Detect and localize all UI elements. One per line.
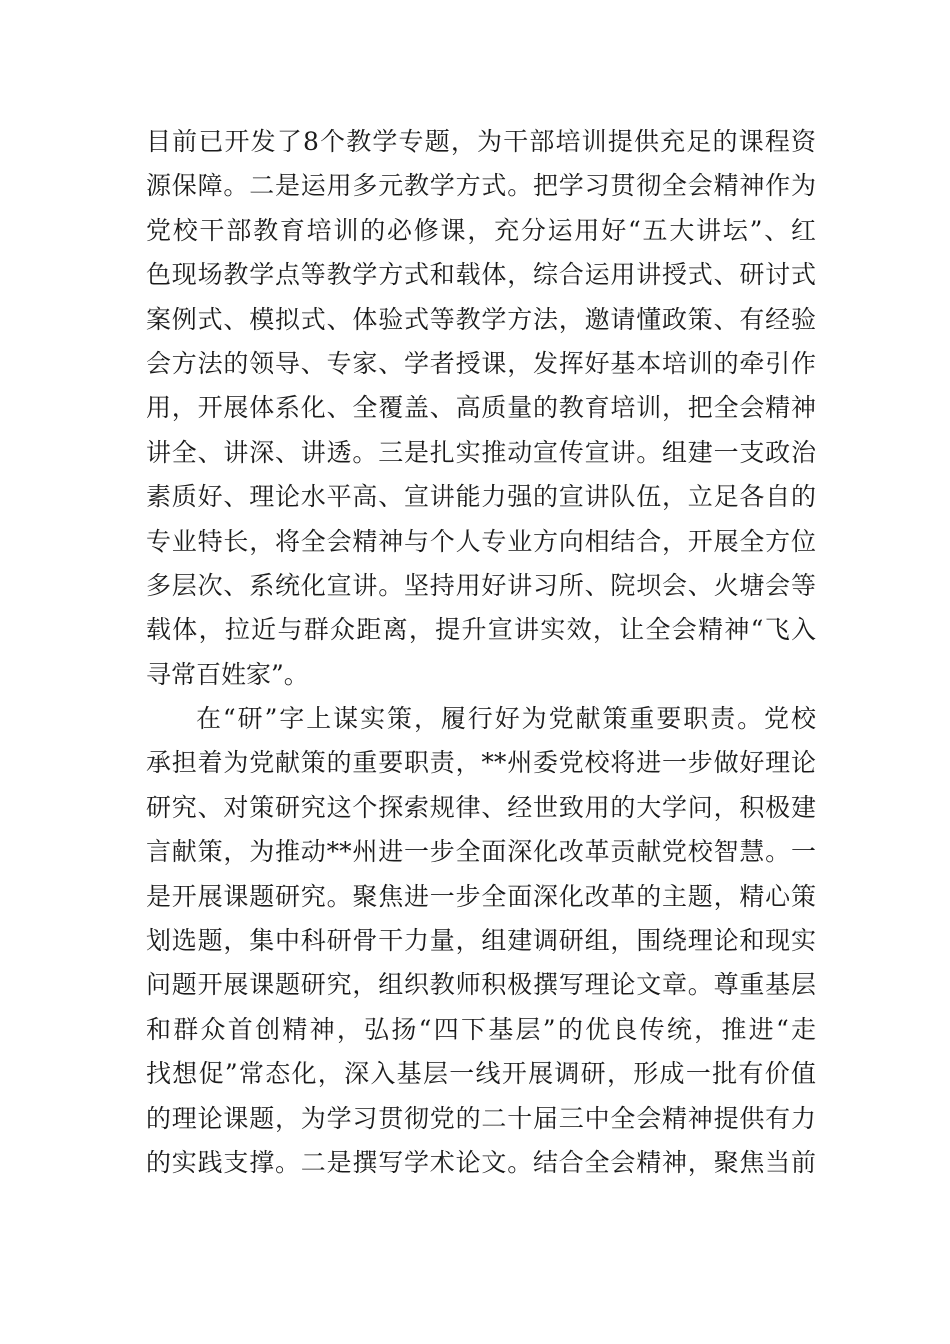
text-line: 色现场教学点等教学方式和载体，综合运用讲授式、研讨式 (146, 260, 816, 290)
text-line: 寻常百姓家”。 (146, 659, 309, 689)
text-line: 用，开展体系化、全覆盖、高质量的教育培训，把全会精神 (146, 393, 816, 423)
paragraph-first-line: 在“研”字上谋实策，履行好为党献策重要职责。党校 (196, 704, 816, 734)
text-line: 是开展课题研究。聚焦进一步全面深化改革的主题，精心策 (146, 881, 816, 911)
text-line: 载体，拉近与群众距离，提升宣讲实效，让全会精神“飞入 (146, 615, 816, 645)
text-line: 会方法的领导、专家、学者授课，发挥好基本培训的牵引作 (146, 348, 816, 378)
text-line: 党校干部教育培训的必修课，充分运用好“五大讲坛”、红 (146, 215, 816, 245)
text-line: 问题开展课题研究，组织教师积极撰写理论文章。尊重基层 (146, 970, 816, 1000)
text-line: 找想促”常态化，深入基层一线开展调研，形成一批有价值 (146, 1059, 816, 1089)
text-line: 承担着为党献策的重要职责，**州委党校将进一步做好理论 (146, 748, 816, 778)
text-line: 的理论课题，为学习贯彻党的二十届三中全会精神提供有力 (146, 1103, 816, 1133)
text-line: 专业特长，将全会精神与个人专业方向相结合，开展全方位 (146, 526, 816, 556)
text-line: 划选题，集中科研骨干力量，组建调研组，围绕理论和现实 (146, 926, 816, 956)
text-line: 研究、对策研究这个探索规律、经世致用的大学问，积极建 (146, 792, 816, 822)
text-line: 源保障。二是运用多元教学方式。把学习贯彻全会精神作为 (146, 171, 816, 201)
text-line: 言献策，为推动**州进一步全面深化改革贡献党校智慧。一 (146, 837, 816, 867)
text-line: 的实践支撑。二是撰写学术论文。结合全会精神，聚焦当前 (146, 1147, 816, 1177)
text-line: 多层次、系统化宣讲。坚持用好讲习所、院坝会、火塘会等 (146, 570, 816, 600)
text-line: 讲全、讲深、讲透。三是扎实推动宣传宣讲。组建一支政治 (146, 437, 816, 467)
text-line: 目前已开发了8个教学专题，为干部培训提供充足的课程资 (146, 127, 816, 156)
text-line: 素质好、理论水平高、宣讲能力强的宣讲队伍，立足各自的 (146, 482, 816, 512)
body-text (146, 120, 816, 1185)
text-line: 和群众首创精神，弘扬“四下基层”的优良传统，推进“走 (146, 1014, 816, 1044)
text-line: 案例式、模拟式、体验式等教学方法，邀请懂政策、有经验 (146, 304, 816, 334)
